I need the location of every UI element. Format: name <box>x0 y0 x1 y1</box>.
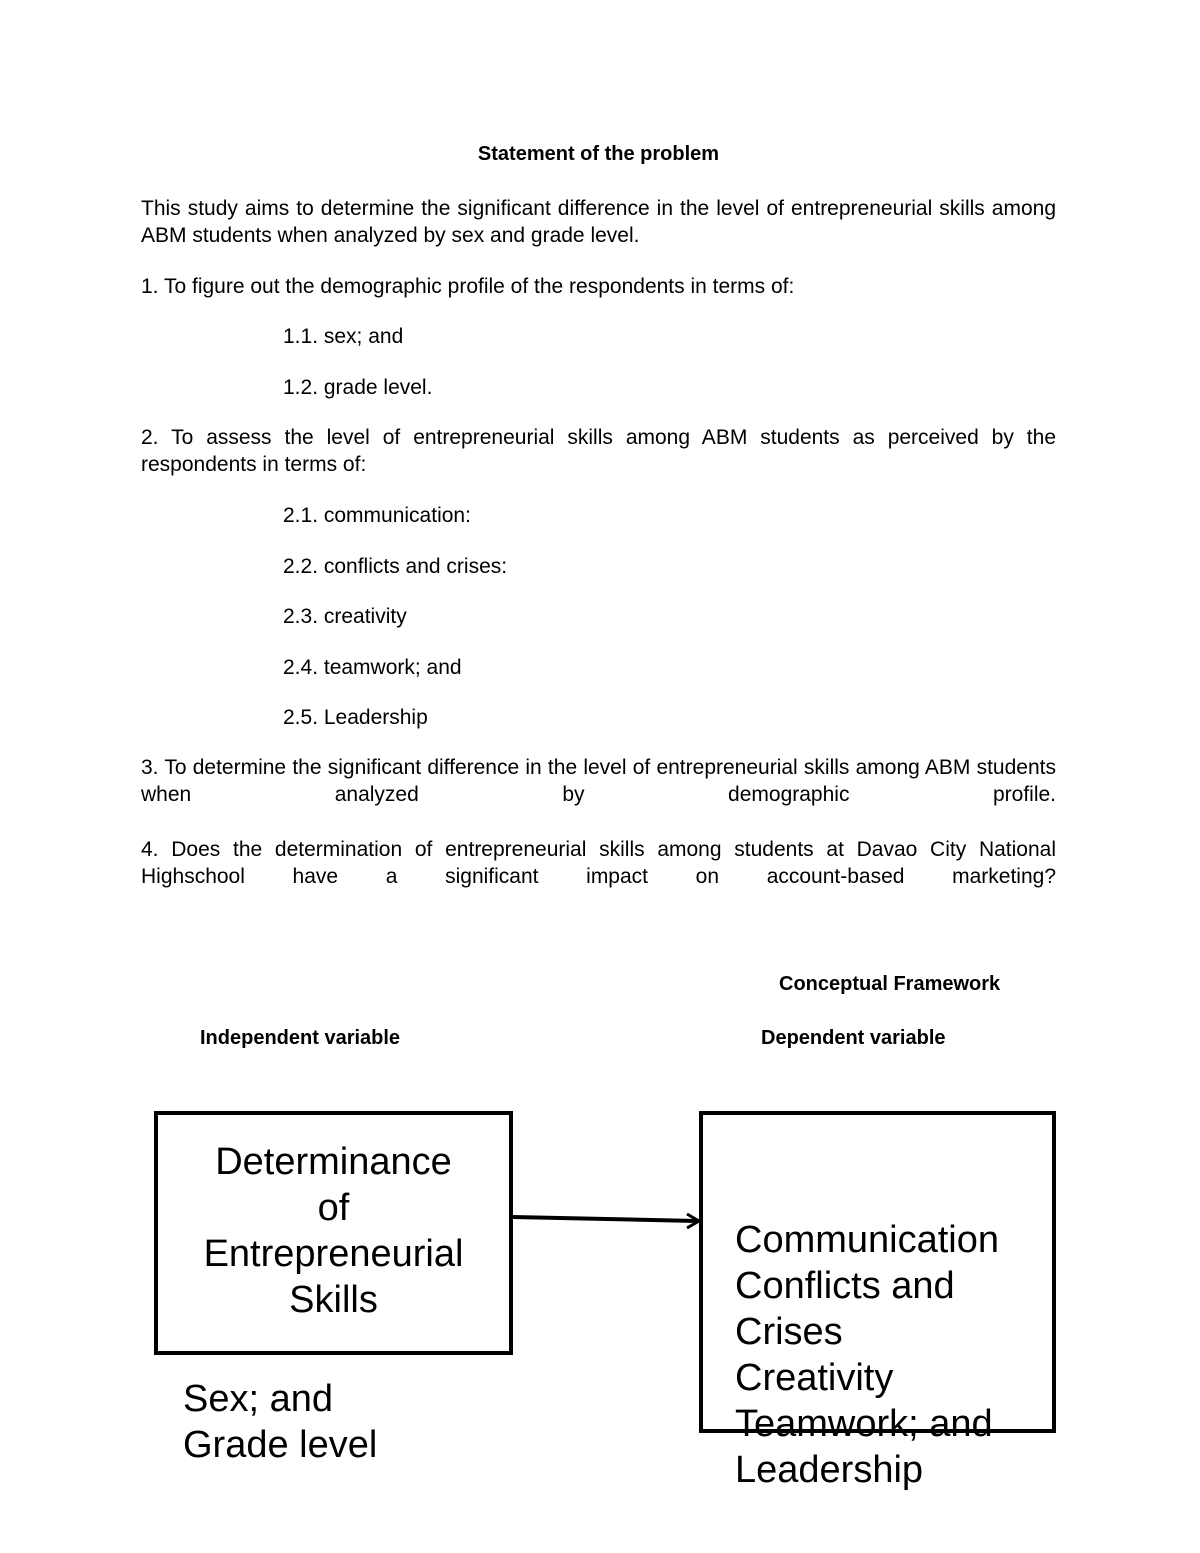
objective-1: 1. To figure out the demographic profile of the respondents in terms of: <box>141 275 795 298</box>
dependent-item-leadership: Leadership <box>735 1449 924 1491</box>
independent-variable-label: Independent variable <box>200 1027 401 1049</box>
page-title: Statement of the problem <box>477 143 720 165</box>
objective-3: 3. To determine the significant difference in the level of entrepreneurial skills among ABM students when analyzed by demographic profile. <box>141 756 1056 806</box>
objective-1-2: 1.2. grade level. <box>283 376 433 399</box>
independent-line-2: of <box>317 1187 350 1229</box>
framework-title: Conceptual Framework <box>779 973 1001 995</box>
dependent-item-communication: Communication <box>735 1219 999 1261</box>
objective-2-2: 2.2. conflicts and crises: <box>283 555 508 578</box>
objective-2-1: 2.1. communication: <box>283 504 471 527</box>
dependent-item-teamwork: Teamwork; and <box>735 1403 993 1445</box>
objective-4: 4. Does the determination of entrepreneurial skills among students at Davao City National Highschool have a significant impact on account-based marketing? <box>141 838 1056 888</box>
dependent-item-creativity: Creativity <box>735 1357 894 1399</box>
independent-line-1: Determinance <box>215 1141 452 1183</box>
objective-2: 2. To assess the level of entrepreneurial skills among ABM students as perceived by the respondents in terms of: <box>141 426 1056 476</box>
independent-note-line-1: Sex; and <box>183 1378 333 1420</box>
dependent-variable-label: Dependent variable <box>761 1027 946 1049</box>
independent-line-3: Entrepreneurial <box>203 1233 464 1275</box>
objective-2-3: 2.3. creativity <box>283 605 407 628</box>
arrow-line <box>513 1217 697 1221</box>
independent-line-4: Skills <box>289 1279 378 1321</box>
objective-2-4: 2.4. teamwork; and <box>283 656 462 679</box>
objective-2-5: 2.5. Leadership <box>283 706 428 729</box>
dependent-item-conflicts: Conflicts and <box>735 1265 955 1307</box>
objective-1-1: 1.1. sex; and <box>283 325 404 348</box>
intro-paragraph: This study aims to determine the significant difference in the level of entrepreneurial skills among ABM students when analyzed by sex and grade level. <box>141 197 1056 247</box>
dependent-item-crises: Crises <box>735 1311 843 1353</box>
dependent-variable-list <box>735 1217 999 1493</box>
independent-note-line-2: Grade level <box>183 1424 378 1466</box>
